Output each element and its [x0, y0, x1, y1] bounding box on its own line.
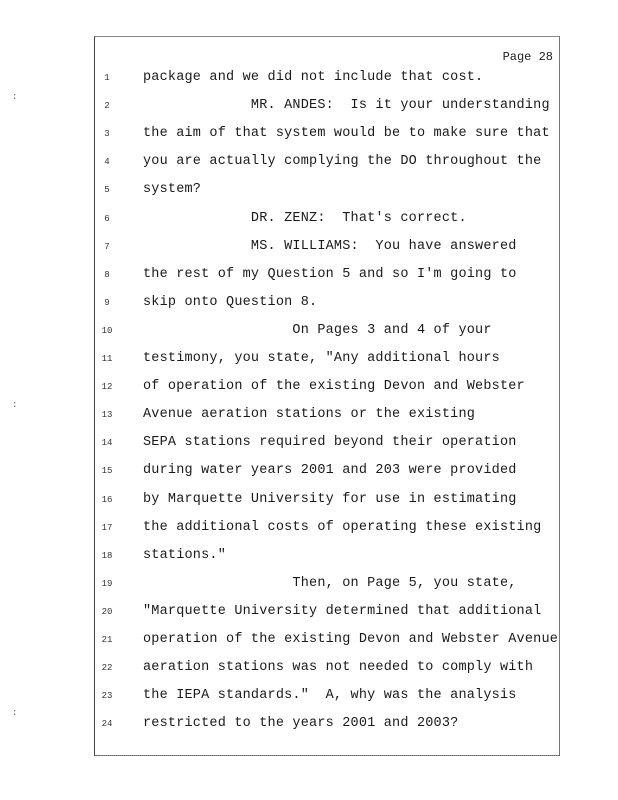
line-number: 24	[101, 719, 113, 730]
line-number: 3	[104, 129, 110, 140]
line-number: 10	[101, 325, 113, 336]
transcript-line: DR. ZENZ: That's correct.	[143, 210, 467, 226]
transcript-line: system?	[143, 182, 202, 198]
transcript-line: restricted to the years 2001 and 2003?	[143, 716, 459, 732]
transcript-line: MS. WILLIAMS: You have answered	[143, 238, 517, 254]
line-number: 23	[101, 691, 113, 702]
transcript-line: stations."	[143, 547, 227, 563]
margin-mark: :	[12, 400, 18, 410]
line-number: 7	[104, 241, 110, 252]
margin-mark: :	[12, 92, 18, 102]
transcript-line: package and we did not include that cost.	[143, 70, 484, 85]
line-number: 11	[101, 354, 113, 364]
line-number: 9	[104, 297, 110, 308]
transcript-line: during water years 2001 and 203 were provided	[143, 463, 517, 479]
transcript-line: "Marquette University determined that additional	[143, 603, 542, 619]
line-number: 14	[101, 438, 113, 449]
transcript-line: the additional costs of operating these existing	[143, 519, 542, 535]
transcript-line: skip onto Question 8.	[143, 294, 318, 310]
transcript-line: the aim of that system would be to make sure that	[143, 126, 550, 142]
margin-mark: :	[12, 708, 18, 718]
line-number: 6	[104, 213, 110, 224]
transcript-line: by Marquette University for use in estimating	[143, 491, 517, 507]
line-number: 21	[101, 635, 113, 645]
transcript-line: of operation of the existing Devon and Webster	[143, 379, 525, 395]
transcript-line: MR. ANDES: Is it your understanding	[143, 98, 550, 114]
transcript-page-frame	[94, 36, 560, 756]
transcript-line: Avenue aeration stations or the existing	[143, 407, 476, 423]
transcript-line: aeration stations was not needed to comply with	[143, 660, 534, 676]
line-number: 4	[104, 157, 110, 168]
line-number: 13	[101, 410, 113, 421]
line-number: 1	[104, 73, 110, 83]
line-number: 2	[104, 101, 110, 112]
transcript-line: Then, on Page 5, you state,	[143, 575, 517, 591]
line-number: 16	[101, 494, 113, 505]
transcript-line: operation of the existing Devon and Webster Avenue	[143, 632, 559, 647]
transcript-line: On Pages 3 and 4 of your	[143, 322, 492, 338]
line-number: 5	[104, 185, 110, 196]
transcript-line: you are actually complying the DO throughout the	[143, 154, 542, 170]
transcript-line: the rest of my Question 5 and so I'm going to	[143, 266, 517, 282]
transcript-line: testimony, you state, "Any additional hours	[143, 351, 500, 366]
line-number: 17	[101, 522, 113, 533]
line-number: 22	[101, 663, 113, 674]
line-number: 8	[104, 269, 110, 280]
transcript-line: the IEPA standards." A, why was the analysis	[143, 688, 517, 704]
page-number: Page 28	[502, 50, 553, 64]
line-number: 12	[101, 382, 113, 393]
line-number: 20	[101, 606, 113, 617]
line-number: 15	[101, 466, 113, 477]
transcript-line: SEPA stations required beyond their operation	[143, 435, 517, 451]
line-number: 18	[101, 550, 113, 561]
bottom-rule	[100, 755, 558, 756]
line-number: 19	[101, 578, 113, 589]
